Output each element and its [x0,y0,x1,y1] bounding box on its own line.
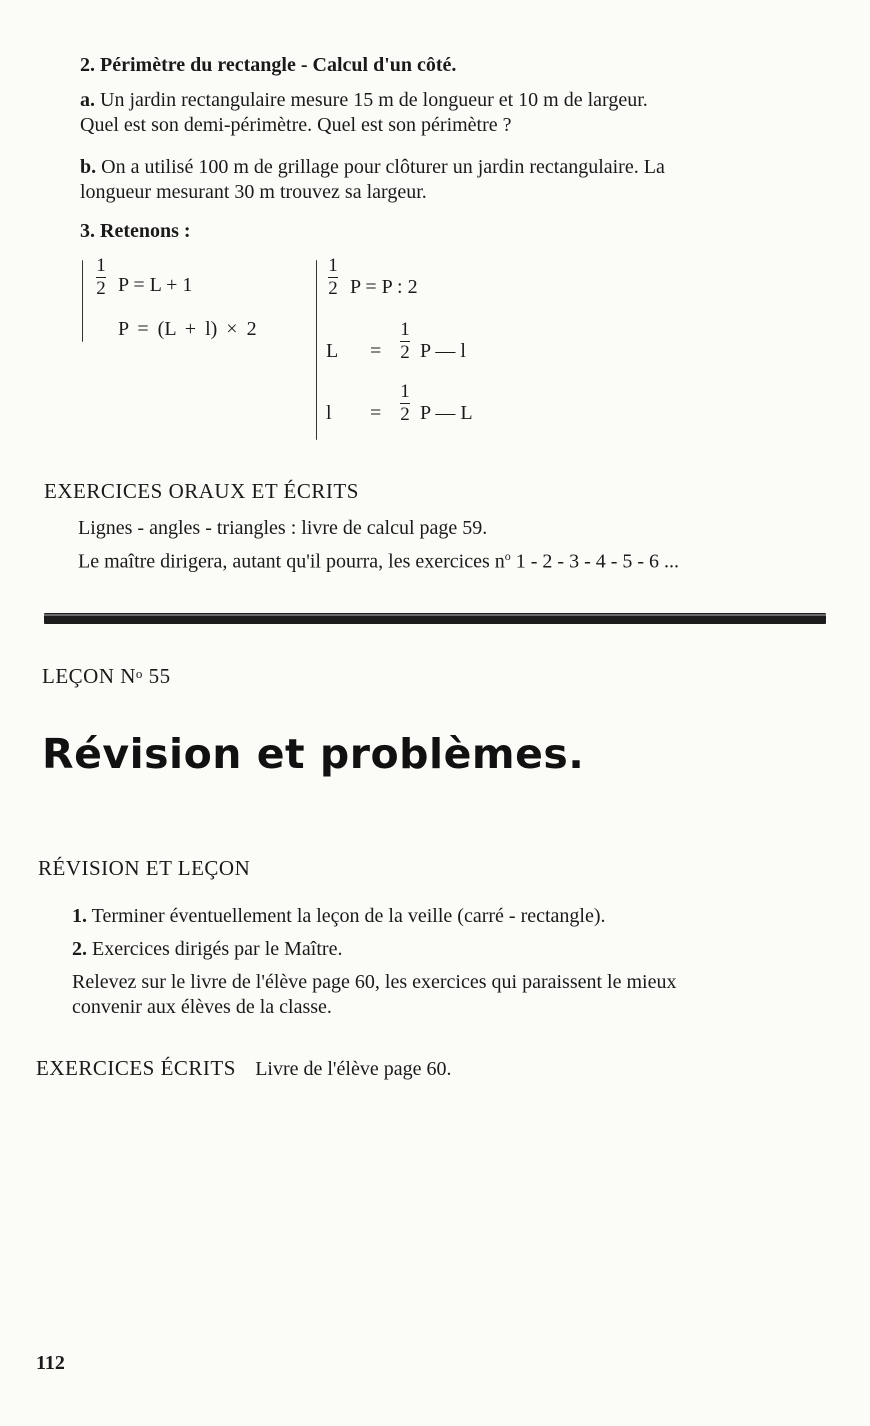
revision-note [72,970,832,1020]
section-3-title: 3. Retenons : [80,220,191,242]
fraction-numerator: 1 [96,255,106,276]
exercises-oral-line2-end: 1 - 2 - 3 - 4 - 5 - 6 ... [510,550,680,573]
exercise-a-line1: Un jardin rectangulaire mesure 15 m de longueur et 10 m de largeur. [100,89,648,111]
fraction-denominator: 2 [400,404,410,425]
fraction-denominator: 2 [400,342,410,363]
fraction-denominator: 2 [328,278,338,299]
section-divider-highlight [44,614,826,616]
fraction-denominator: 2 [96,278,106,299]
exercise-a-label: a. [80,89,95,111]
exercises-written-heading: EXERCICES ÉCRITS [36,1056,236,1080]
lesson-sup: o [135,666,143,681]
exercise-b [80,155,840,205]
exercise-a-line2: Quel est son demi-périmètre. Quel est son périmètre ? [80,114,512,136]
formula-right-brace [316,260,317,440]
formula-right-row3-rest: P — L [420,402,473,424]
fraction-numerator: 1 [400,319,410,340]
revision-heading: RÉVISION ET LEÇON [38,856,251,880]
exercises-written-text: Livre de l'élève page 60. [255,1058,452,1080]
revision-item-1 [72,904,606,929]
exercise-b-label: b. [80,156,97,178]
lesson-number [42,664,171,689]
formula-right-fraction-1 [326,256,340,299]
revision-item-1-label: 1. [72,905,87,927]
formula-left-eq1: P = L + 1 [118,274,193,296]
formula-right [310,256,510,446]
revision-item-2-label: 2. [72,938,87,960]
page-number: 112 [36,1352,65,1374]
formula-right-row3-eq: = [370,402,382,424]
exercises-written [36,1056,451,1081]
formula-right-fraction-2 [398,320,412,363]
formula-left-eq2: P = (L + l) × 2 [118,318,257,340]
section-2-title: 2. Périmètre du rectangle - Calcul d'un côté. [80,54,457,76]
formula-right-fraction-3 [398,382,412,425]
revision-note-line1: Relevez sur le livre de l'élève page 60, les exercices qui paraissent le mieux [72,971,677,993]
lesson-prefix: LEÇON N [42,664,136,688]
exercise-b-line2: longueur mesurant 30 m trouvez sa largeur. [80,181,427,203]
exercises-oral-heading: EXERCICES ORAUX ET ÉCRITS [44,479,359,503]
formula-right-row2-eq: = [370,340,382,362]
formula-right-row3-lhs: l [326,402,332,424]
formula-left-fraction [94,256,108,299]
formula-left-brace [82,260,83,342]
formula-left [78,256,318,346]
revision-item-2 [72,937,342,962]
exercises-oral-line2-sup: o [504,549,511,563]
revision-item-1-text: Terminer éventuellement la leçon de la veille (carré - rectangle). [87,905,606,927]
exercises-oral-line2-main: Le maître dirigera, autant qu'il pourra, les exercices n [78,550,505,573]
exercises-oral-line2 [78,544,679,575]
lesson-digits: 55 [142,664,171,688]
revision-item-2-text: Exercices dirigés par le Maître. [87,938,343,960]
fraction-numerator: 1 [400,381,410,402]
fraction-numerator: 1 [328,255,338,276]
exercise-b-line1: On a utilisé 100 m de grillage pour clôturer un jardin rectangulaire. La [101,156,665,178]
formula-right-row2-lhs: L [326,340,339,362]
exercises-oral-line1: Lignes - angles - triangles : livre de calcul page 59. [78,517,488,539]
formula-right-row1: P = P : 2 [350,276,418,298]
revision-note-line2: convenir aux élèves de la classe. [72,996,332,1018]
formula-right-row2-rest: P — l [420,340,466,362]
lesson-title: Révision et problèmes. [42,730,585,778]
exercise-a [80,88,840,138]
